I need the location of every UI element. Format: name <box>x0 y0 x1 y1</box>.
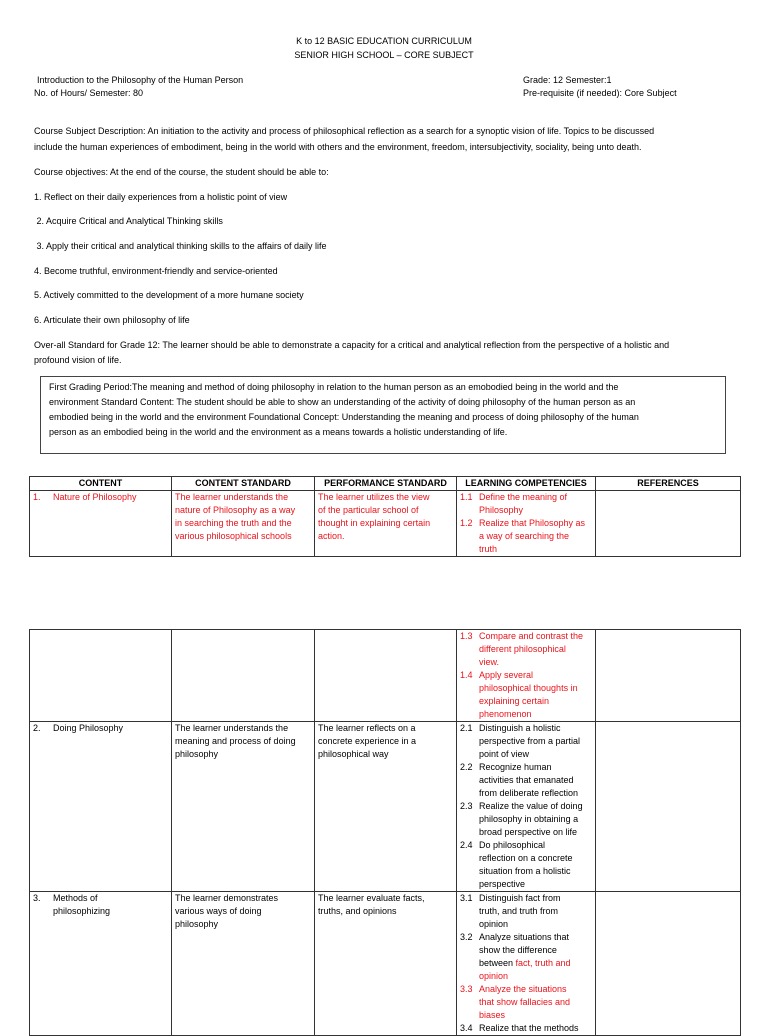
content-standard-cell: The learner demonstrates various ways of doing philosophy <box>172 892 315 1036</box>
header-line-2: SENIOR HIGH SCHOOL – CORE SUBJECT <box>294 50 474 60</box>
competencies-cell <box>457 630 596 722</box>
objective-5: 5. Actively committed to the development of a more humane society <box>34 290 304 300</box>
objective-6: 6. Articulate their own philosophy of life <box>34 315 190 325</box>
course-prerequisite: Pre-requisite (if needed): Core Subject <box>523 88 677 98</box>
competency-item: 1.3 Compare and contrast the different philosophical view. <box>460 631 584 667</box>
performance-standard-cell: The learner reflects on a concrete experience in a philosophical way <box>315 722 457 892</box>
content-standard-cell: The learner understands the meaning and process of doing philosophy <box>172 722 315 892</box>
table-row <box>30 892 741 1036</box>
course-description: Course Subject Description: An initiation to the activity and process of philosophical reflection as a search for a synoptic vision of life. Topics to be discussed include the human experiences of embodiment, being in the world with others and the environment, freedom, intersubjectivity, sociality, being unto death. <box>34 126 655 152</box>
competency-item: 2.3 Realize the value of doing philosophy in obtaining a broad perspective on life <box>460 801 583 837</box>
objective-2: 2. Acquire Critical and Analytical Thinking skills <box>34 216 223 226</box>
col-header-content: CONTENT <box>30 477 172 491</box>
table-row <box>30 630 741 722</box>
content-cell <box>30 630 172 722</box>
objective-3: 3. Apply their critical and analytical thinking skills to the affairs of daily life <box>34 241 327 251</box>
competency-item: 3.2 Analyze situations that show the difference between fact, truth and opinion <box>460 932 571 981</box>
competency-item: 2.1 Distinguish a holistic perspective from a partial point of view <box>460 723 581 759</box>
competency-item: 1.1 Define the meaning of Philosophy <box>460 492 568 515</box>
document-header <box>0 35 768 63</box>
references-cell <box>596 491 741 557</box>
performance-standard-cell: The learner evaluate facts, truths, and opinions <box>315 892 457 1036</box>
competencies-cell <box>457 892 596 1036</box>
references-cell <box>596 722 741 892</box>
competency-item: 1.4 Apply several philosophical thoughts in explaining certain phenomenon <box>460 670 578 719</box>
table-row <box>30 722 741 892</box>
content-cell: 2. Doing Philosophy <box>30 722 172 892</box>
course-hours: No. of Hours/ Semester: 80 <box>34 88 144 98</box>
performance-standard-cell: The learner utilizes the view of the particular school of thought in explaining certain action. <box>315 491 457 557</box>
table-header-row <box>30 477 741 491</box>
course-grade: Grade: 12 Semester:1 <box>523 75 612 85</box>
objective-1: 1. Reflect on their daily experiences from a holistic point of view <box>34 192 288 202</box>
curriculum-table-2 <box>29 629 741 1036</box>
references-cell <box>596 892 741 1036</box>
competency-item-partial: 3.4 Realize that the methods <box>460 1023 579 1033</box>
competency-item: 2.4 Do philosophical reflection on a concrete situation from a holistic perspective <box>460 840 573 889</box>
objective-4: 4. Become truthful, environment-friendly and service-oriented <box>34 266 278 276</box>
competency-item: 1.2 Realize that Philosophy as a way of searching the truth <box>460 518 586 554</box>
performance-standard-cell <box>315 630 457 722</box>
course-title: Introduction to the Philosophy of the Human Person <box>37 75 244 85</box>
overall-standard: Over-all Standard for Grade 12: The learner should be able to demonstrate a capacity for a critical and analytical reflection from the perspective of a holistic and profound vision of life. <box>34 340 670 365</box>
competencies-cell <box>457 722 596 892</box>
competency-item: 3.3 Analyze the situations that show fallacies and biases <box>460 984 571 1020</box>
curriculum-table-1 <box>29 476 741 557</box>
col-header-references: REFERENCES <box>596 477 741 491</box>
content-standard-cell: The learner understands the nature of Philosophy as a way in searching the truth and the various philosophical schools <box>172 491 315 557</box>
col-header-content-standard: CONTENT STANDARD <box>172 477 315 491</box>
header-line-1: K to 12 BASIC EDUCATION CURRICULUM <box>296 36 472 46</box>
col-header-learning-competencies: LEARNING COMPETENCIES <box>457 477 596 491</box>
references-cell <box>596 630 741 722</box>
competency-item: 3.1 Distinguish fact from truth, and truth from opinion <box>460 893 561 929</box>
grading-period-box: First Grading Period:The meaning and method of doing philosophy in relation to the human person as an emobodied being in the world and the environment Standard Content: The student should be able to show an understanding of the activity of doing philosophy of the human person as an embodied being in the world and the environment Foundational Concept: Understanding the meaning and process of doing philosophy of the human person as an embodied being in the world and the environment as a means towards a holistic understanding of life. <box>40 376 726 454</box>
competency-item: 2.2 Recognize human activities that emanated from deliberate reflection <box>460 762 579 798</box>
content-cell: 3. Methods of philosophizing <box>30 892 172 1036</box>
table-row <box>30 491 741 557</box>
competencies-cell <box>457 491 596 557</box>
content-cell: 1. Nature of Philosophy <box>30 491 172 557</box>
col-header-performance-standard: PERFORMANCE STANDARD <box>315 477 457 491</box>
objectives-intro: Course objectives: At the end of the course, the student should be able to: <box>34 167 329 177</box>
content-standard-cell <box>172 630 315 722</box>
